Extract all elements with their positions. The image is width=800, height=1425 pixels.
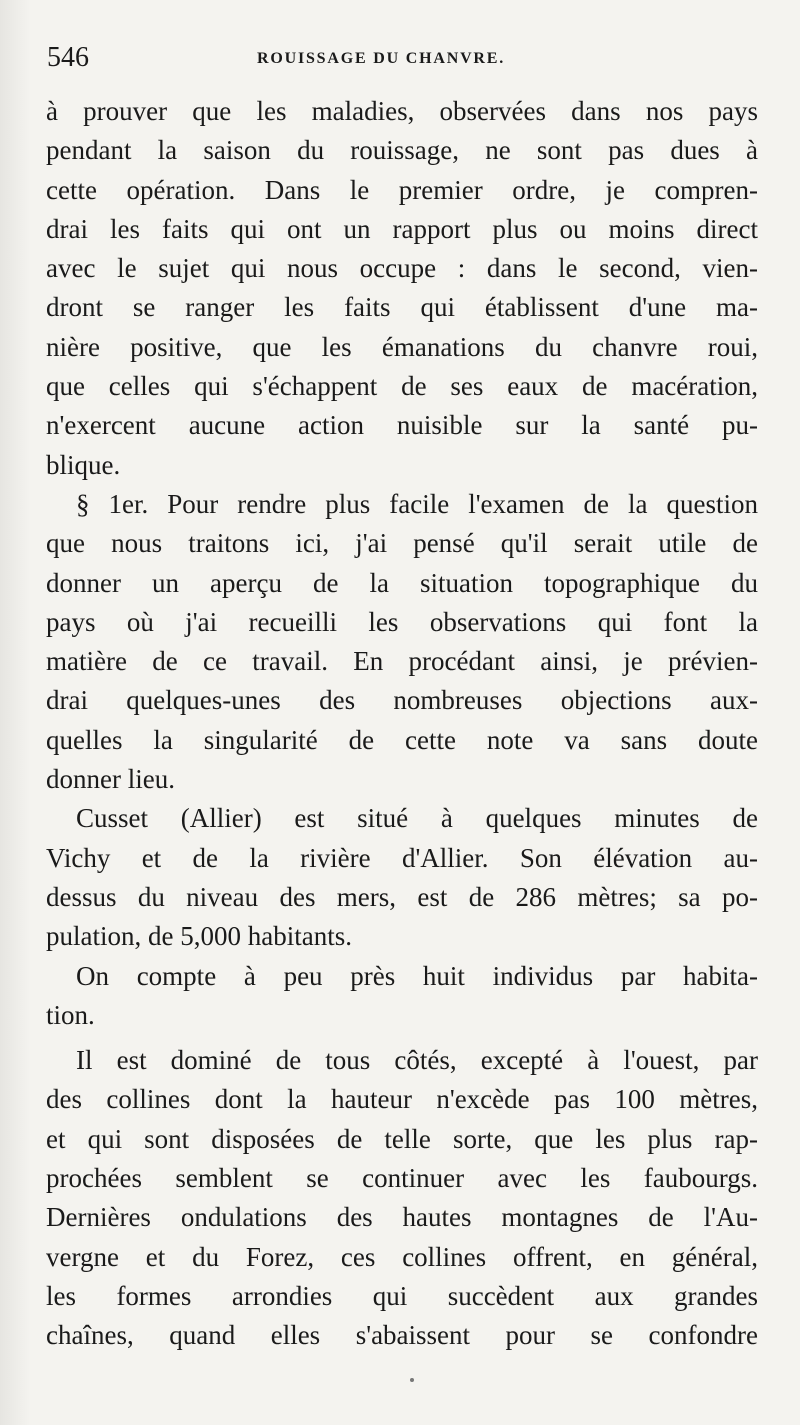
text-line: pays où j'ai recueilli les observations qui font la: [46, 606, 758, 637]
text-line: Dernières ondulations des hautes montagnes de l'Au-: [46, 1202, 758, 1233]
text-line: des collines dont la hauteur n'excède pas 100 mètres,: [46, 1084, 758, 1115]
text-line: dessus du niveau des mers, est de 286 mètres; sa po-: [46, 881, 758, 912]
text-line: et qui sont disposées de telle sorte, que les plus rap-: [46, 1123, 758, 1154]
text-line: pulation, de 5,000 habitants.: [46, 921, 352, 952]
text-line: que nous traitons ici, j'ai pensé qu'il serait utile de: [46, 528, 758, 559]
ink-speck: [410, 1378, 414, 1382]
text-line: cette opération. Dans le premier ordre, je compren-: [46, 174, 758, 205]
text-line: Il est dominé de tous côtés, excepté à l'ouest, par: [76, 1045, 758, 1076]
text-line: Cusset (Allier) est situé à quelques minutes de: [76, 803, 758, 834]
body-text: [46, 92, 758, 1356]
text-line: vergne et du Forez, ces collines offrent, en général,: [46, 1241, 758, 1272]
text-line: à prouver que les maladies, observées dans nos pays: [46, 96, 758, 126]
running-title: ROUISSAGE DU CHANVRE.: [257, 50, 506, 67]
text-line: prochées semblent se continuer avec les faubourgs.: [46, 1163, 758, 1194]
text-line: que celles qui s'échappent de ses eaux de macération,: [46, 371, 758, 402]
text-line: donner un aperçu de la situation topographique du: [46, 567, 758, 598]
section-heading-line: § 1er. Pour rendre plus facile l'examen de la question: [76, 488, 758, 519]
text-line: les formes arrondies qui succèdent aux grandes: [46, 1280, 758, 1311]
text-line: matière de ce travail. En procédant ainsi, je prévien-: [46, 646, 758, 677]
text-line: drai quelques-unes des nombreuses objections aux-: [46, 685, 758, 716]
text-line: nière positive, que les émanations du chanvre roui,: [46, 331, 758, 362]
text-line: Vichy et de la rivière d'Allier. Son élévation au-: [46, 842, 758, 873]
text-line: dront se ranger les faits qui établissent d'une ma-: [46, 292, 758, 323]
text-line: pendant la saison du rouissage, ne sont pas dues à: [46, 135, 758, 166]
text-line: quelles la singularité de cette note va sans doute: [46, 724, 758, 755]
text-line: On compte à peu près huit individus par habita-: [76, 960, 758, 991]
text-line: drai les faits qui ont un rapport plus ou moins direct: [46, 213, 758, 244]
text-line: tion.: [46, 999, 95, 1030]
text-line: n'exercent aucune action nuisible sur la santé pu-: [46, 410, 758, 441]
text-line: avec le sujet qui nous occupe : dans le second, vien-: [46, 253, 758, 284]
page-header: [47, 40, 760, 80]
text-line: chaînes, quand elles s'abaissent pour se confondre: [46, 1320, 758, 1351]
page-number: 546: [47, 42, 89, 73]
text-line: donner lieu.: [46, 764, 175, 795]
text-line: blique.: [46, 449, 121, 480]
